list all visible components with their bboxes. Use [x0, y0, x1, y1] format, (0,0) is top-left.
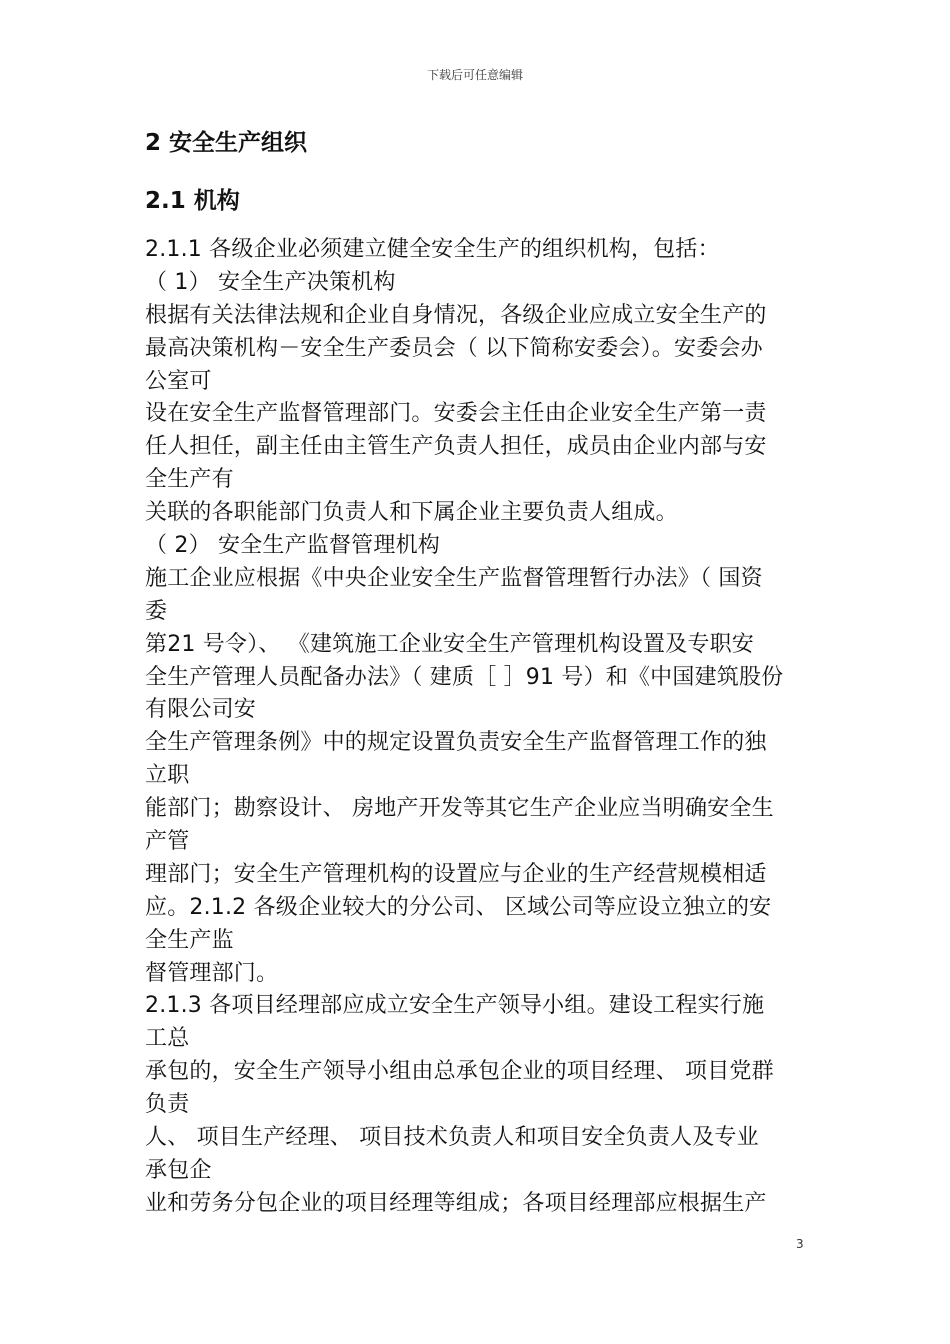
text-line: 工总 [145, 1026, 190, 1052]
text-line: 负责 [145, 1092, 190, 1118]
subsection-heading: 2.1 机构 [145, 188, 240, 214]
text-line: 有限公司安 [145, 697, 257, 723]
text-line: 第21 号令）、 《建筑施工企业安全生产管理机构设置及专职安 [145, 631, 754, 657]
text-line: 设在安全生产监督管理部门。安委会主任由企业安全生产第一责 [145, 401, 767, 427]
text-line: 产管 [145, 829, 190, 855]
body-text [145, 234, 815, 1221]
text-line: 委 [145, 598, 168, 624]
text-line: （ 1） 安全生产决策机构 [145, 269, 396, 295]
text-line: 全生产有 [145, 467, 234, 493]
text-line: 关联的各职能部门负责人和下属企业主要负责人组成。 [145, 500, 678, 526]
text-line: 施工企业应根据《中央企业安全生产监督管理暂行办法》（ 国资 [145, 565, 763, 591]
text-line: 应。2.1.2 各级企业较大的分公司、 区域公司等应设立独立的安 [145, 894, 772, 920]
text-line: 理部门；安全生产管理机构的设置应与企业的生产经营规模相适 [145, 861, 767, 887]
text-line: 任人担任，副主任由主管生产负责人担任，成员由企业内部与安 [145, 434, 767, 460]
text-line: 公室可 [145, 368, 212, 394]
page-number: 3 [796, 1237, 804, 1251]
text-line: 全生产监 [145, 927, 234, 953]
text-line: 最高决策机构－安全生产委员会（ 以下简称安委会）。安委会办 [145, 335, 763, 361]
text-line: 业和劳务分包企业的项目经理等组成；各项目经理部应根据生产 [145, 1190, 767, 1216]
text-line: 2.1.3 各项目经理部应成立安全生产领导小组。建设工程实行施 [145, 993, 765, 1019]
text-line: 督管理部门。 [145, 960, 279, 986]
text-line: 全生产管理条例》中的规定设置负责安全生产监督管理工作的独 [145, 730, 767, 756]
text-line: 承包的，安全生产领导小组由总承包企业的项目经理、 项目党群 [145, 1059, 774, 1085]
text-line: 承包企 [145, 1157, 212, 1183]
text-line: 立职 [145, 763, 190, 789]
text-line: （ 2） 安全生产监督管理机构 [145, 533, 440, 559]
text-line: 人、 项目生产经理、 项目技术负责人和项目安全负责人及专业 [145, 1125, 759, 1151]
section-heading: 2 安全生产组织 [145, 130, 308, 156]
text-line: 能部门；勘察设计、 房地产开发等其它生产企业应当明确安全生 [145, 796, 774, 822]
text-line: 根据有关法律法规和企业自身情况，各级企业应成立安全生产的 [145, 302, 767, 328]
text-line: 2.1.1 各级企业必须建立健全安全生产的组织机构，包括： [145, 237, 720, 262]
page-header: 下载后可任意编辑 [426, 68, 523, 82]
text-line: 全生产管理人员配备办法》（ 建质［ ］91 号）和《中国建筑股份 [145, 664, 784, 690]
